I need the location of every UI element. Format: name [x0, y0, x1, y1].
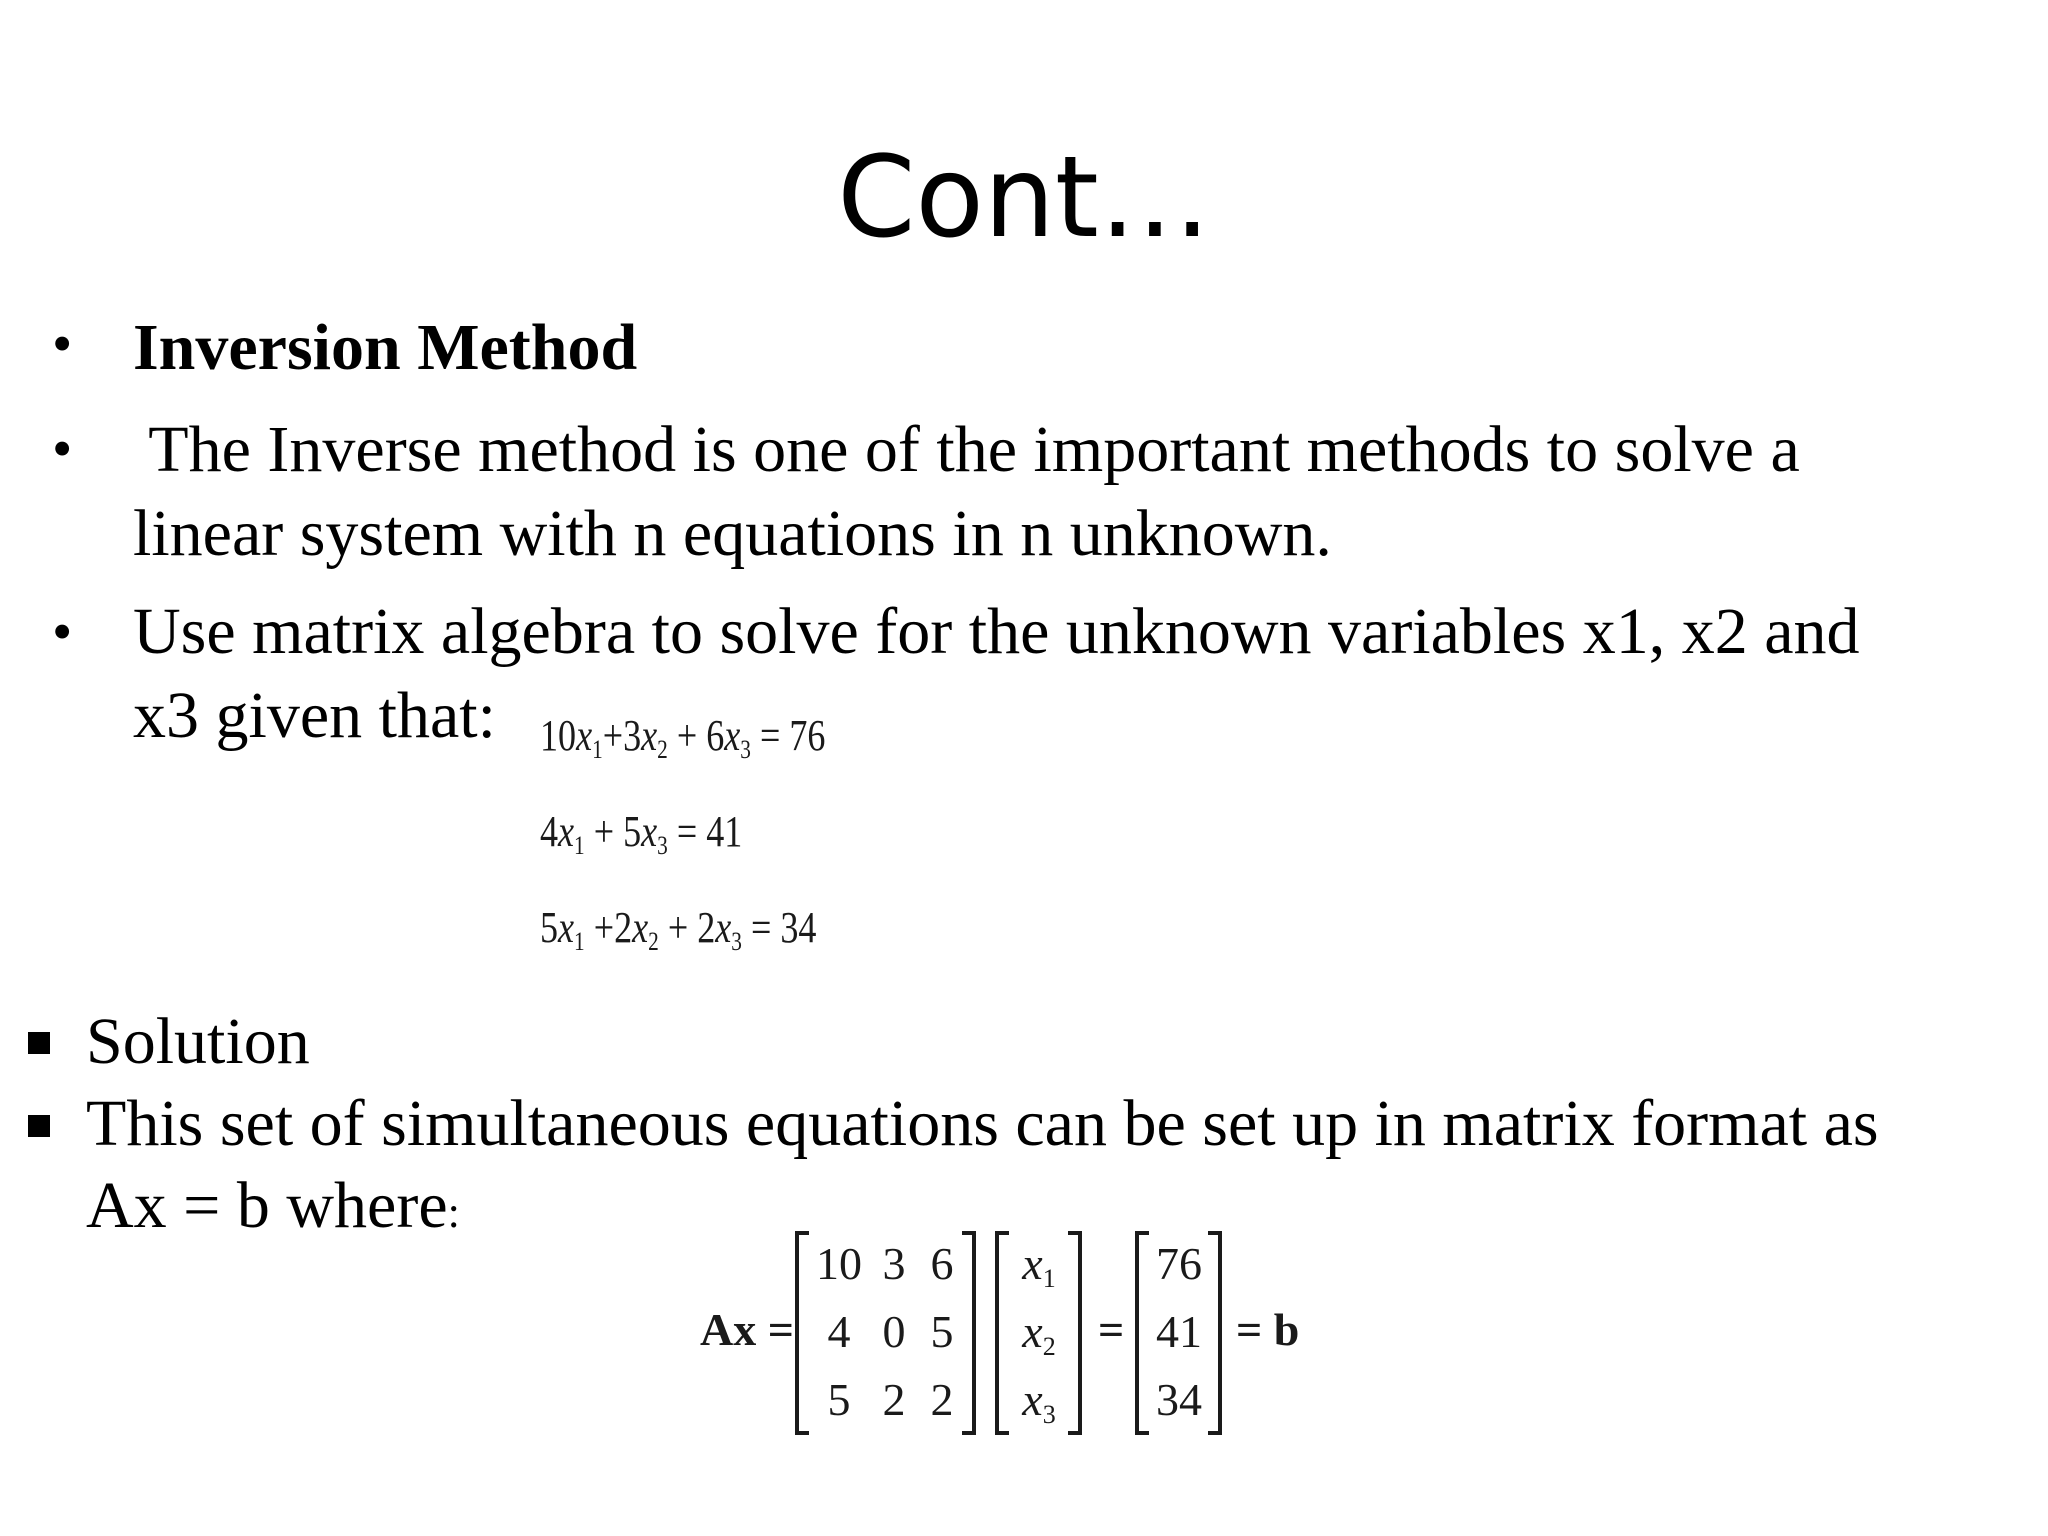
bullet-marker: • [52, 599, 73, 664]
matrix-a-cell: 4 [827, 1306, 851, 1357]
slide-title: Cont… [837, 133, 1211, 263]
matrix-a-cell: 2 [930, 1374, 954, 1425]
vector-x-cell: $x_2$ [1022, 1306, 1056, 1361]
bullet-marker: • [52, 311, 73, 376]
lhs-label: Ax = [700, 1304, 794, 1355]
vector-b-cell: 41 [1156, 1306, 1202, 1357]
inversion-method-heading: Inversion Method [133, 311, 638, 384]
equals-sign: = [1098, 1304, 1125, 1355]
matrix-algebra-problem-line1: Use matrix algebra to solve for the unknown variables x1, x2 and [133, 595, 1860, 668]
matrix-format-colon: : [447, 1188, 460, 1237]
matrix-algebra-problem-line2: x3 given that: [133, 679, 496, 752]
equation-3: $5x_1 +2x_2 + 2x_3 = 34$ [540, 903, 817, 956]
vector-x-cell: $x_3$ [1022, 1374, 1056, 1429]
matrix-a-cell: 3 [882, 1238, 906, 1289]
equation-2: $4x_1 + 5x_3 = 41$ [540, 807, 743, 860]
vector-b-right-bracket [1208, 1231, 1222, 1435]
matrix-a-cell: 0 [882, 1306, 906, 1357]
square-bullet-icon [28, 1032, 50, 1054]
vector-b-cell: 34 [1156, 1374, 1202, 1425]
matrix-a-cell: 2 [882, 1374, 906, 1425]
matrix-a-right-bracket [962, 1231, 976, 1435]
vector-b-left-bracket [1135, 1231, 1149, 1435]
vector-x-left-bracket [995, 1231, 1009, 1435]
matrix-format-line1: This set of simultaneous equations can be set up in matrix format as [86, 1087, 1879, 1160]
vector-b-cell: 76 [1156, 1238, 1202, 1289]
inverse-method-description-line2: linear system with n equations in n unknown. [133, 497, 1332, 570]
bullet-marker: • [52, 416, 73, 481]
matrix-equation [700, 1225, 1400, 1450]
matrix-a-cell: 6 [930, 1238, 954, 1289]
square-bullet-icon [28, 1115, 50, 1137]
matrix-a-left-bracket [795, 1231, 809, 1435]
matrix-a-cell: 10 [816, 1238, 862, 1289]
equation-1: $10x_1+3x_2 + 6x_3 = 76$ [540, 711, 826, 764]
inverse-method-description-line1: The Inverse method is one of the important methods to solve a [133, 413, 1800, 486]
matrix-format-line2 [86, 1164, 460, 1255]
matrix-a-cell: 5 [827, 1374, 851, 1425]
matrix-format-line2-text: Ax = b where [86, 1169, 448, 1242]
matrix-a-cell: 5 [930, 1306, 954, 1357]
vector-x-right-bracket [1068, 1231, 1082, 1435]
solution-heading: Solution [86, 1005, 310, 1078]
vector-x-cell: $x_1$ [1022, 1238, 1056, 1293]
rhs-label: = b [1236, 1304, 1300, 1355]
